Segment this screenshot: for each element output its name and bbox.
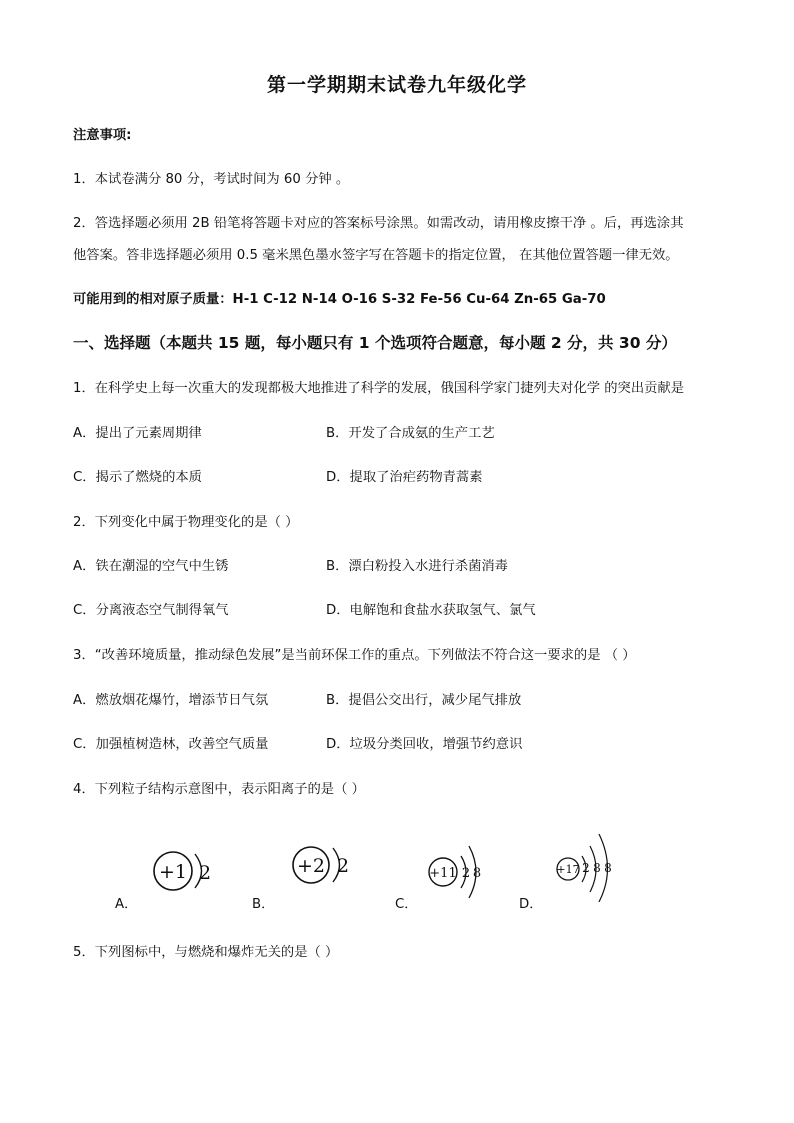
nucleus-charge: +17 [556, 863, 580, 876]
page-title: 第一学期期末试卷九年级化学 [266, 74, 527, 96]
question-1-option-b: B．开发了合成氨的生产工艺 [326, 426, 495, 441]
nucleus-charge: +1 [158, 861, 188, 883]
shell-1-electrons: 2 [582, 861, 590, 875]
question-1-option-d: D．提取了治疟药物青蒿素 [326, 470, 483, 485]
question-3-stem: 3．“改善环境质量，推动绿色发展”是当前环保工作的重点。下列做法不符合这一要求的是 （ ） [73, 648, 636, 663]
question-2-stem: 2．下列变化中属于物理变化的是（ ） [73, 515, 299, 530]
question-1-stem: 1．在科学史上每一次重大的发现都极大地推进了科学的发展，俄国科学家门捷列夫对化学 的突出贡献是 [73, 381, 685, 396]
question-4-option-b: B． [252, 897, 275, 912]
shell-3-electrons: 8 [604, 861, 612, 875]
question-2-option-d: D．电解饱和食盐水获取氢气、氯气 [326, 603, 536, 618]
shell-2-electrons: 8 [593, 861, 601, 875]
shell-electrons: 2 [198, 862, 212, 884]
question-3-option-d: D．垃圾分类回收，增强节约意识 [326, 737, 523, 752]
notes-item-1: 1．本试卷满分 80 分，考试时间为 60 分钟 。 [73, 172, 350, 187]
notes-item-2-line-1: 2．答选择题必须用 2B 铅笔将答题卡对应的答案标号涂黑。如需改动，请用橡皮擦干净 。后，再选涂其 [73, 216, 684, 231]
question-2-option-a: A．铁在潮湿的空气中生锈 [73, 559, 229, 574]
nucleus-charge: +2 [296, 855, 326, 877]
question-4-stem: 4．下列粒子结构示意图中，表示阳离子的是（ ） [73, 782, 365, 797]
atom-diagram-a [148, 842, 228, 902]
atomic-masses: 可能用到的相对原子质量：H-1 C-12 N-14 O-16 S-32 Fe-56 Cu-64 Zn-65 Ga-70 [73, 292, 606, 307]
question-1-option-a: A．提出了元素周期律 [73, 426, 202, 441]
question-4-option-a: A． [115, 897, 138, 912]
notes-item-2-line-2: 他答案。答非选择题必须用 0.5 毫米黑色墨水签字写在答题卡的指定位置， 在其他位置答题一律无效。 [73, 248, 679, 263]
question-4-option-d: D． [519, 897, 543, 912]
atom-diagram-c [425, 832, 505, 904]
shell-1-electrons: 2 [461, 866, 471, 881]
atom-diagram-d [552, 822, 632, 902]
notes-heading: 注意事项: [73, 128, 132, 143]
question-4-option-c: C． [395, 897, 418, 912]
shell-2-electrons: 8 [472, 866, 482, 881]
question-3-option-b: B．提倡公交出行，减少尾气排放 [326, 693, 522, 708]
question-1-option-c: C．揭示了燃烧的本质 [73, 470, 202, 485]
question-2-option-c: C．分离液态空气制得氧气 [73, 603, 229, 618]
atom-diagram-b [288, 838, 368, 898]
nucleus-charge: +11 [429, 866, 457, 881]
question-3-option-c: C．加强植树造林，改善空气质量 [73, 737, 269, 752]
question-2-option-b: B．漂白粉投入水进行杀菌消毒 [326, 559, 508, 574]
question-5-stem: 5．下列图标中，与燃烧和爆炸无关的是（ ） [73, 945, 339, 960]
question-3-option-a: A．燃放烟花爆竹，增添节日气氛 [73, 693, 269, 708]
shell-electrons: 2 [336, 855, 350, 877]
section-heading: 一、选择题（本题共 15 题，每小题只有 1 个选项符合题意，每小题 2 分，共 30 分） [73, 334, 677, 352]
